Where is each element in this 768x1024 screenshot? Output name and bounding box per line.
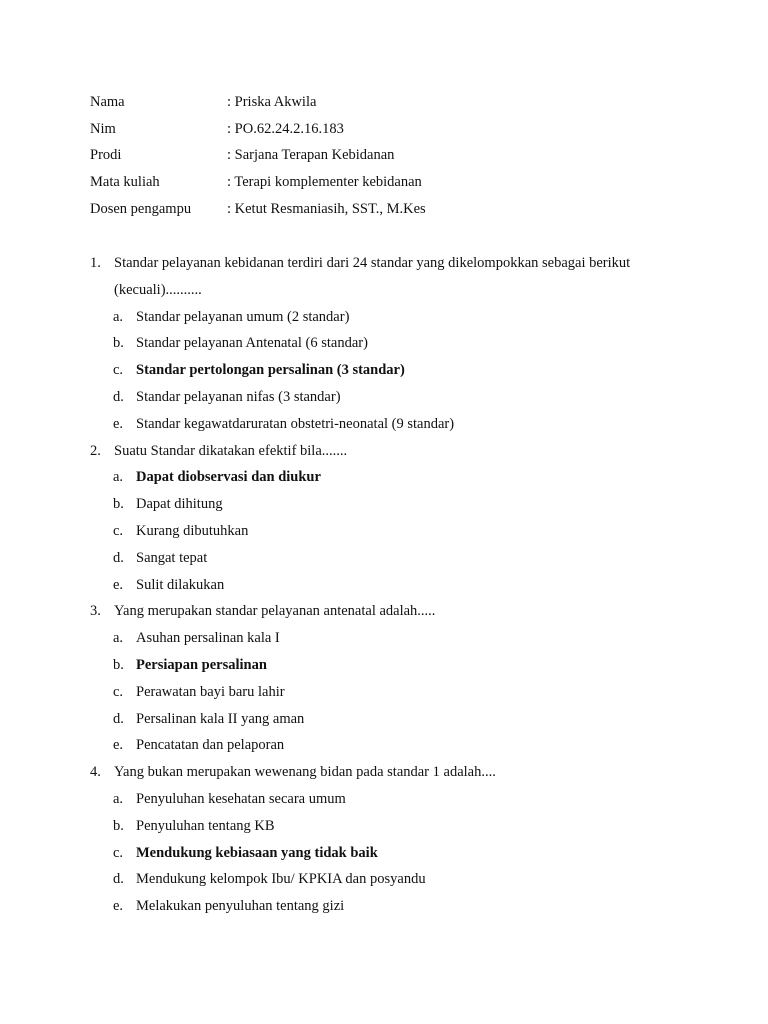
option-letter: d. <box>113 871 124 888</box>
info-value: : PO.62.24.2.16.183 <box>227 120 344 137</box>
info-label: Nama <box>90 94 125 110</box>
info-label: Mata kuliah <box>90 174 160 191</box>
question-list <box>90 252 690 922</box>
option-letter: a. <box>113 469 124 486</box>
option-letter: e. <box>113 898 124 915</box>
question-2 <box>90 440 690 601</box>
option-letter: b. <box>113 817 124 834</box>
question-stem <box>90 252 690 279</box>
question-3 <box>90 600 690 761</box>
info-row-lecturer <box>90 199 426 226</box>
question-number: 4. <box>90 764 101 781</box>
info-label: Dosen pengampu <box>90 200 192 217</box>
option-c <box>90 681 690 708</box>
option-letter: e. <box>113 576 124 593</box>
question-stem <box>90 761 690 788</box>
option-a <box>90 306 690 333</box>
option-b-answer <box>90 654 690 681</box>
option-text-answer: Mendukung kebiasaan yang tidak baik <box>136 844 378 861</box>
option-text: Dapat dihitung <box>136 496 223 513</box>
option-c-answer <box>90 842 690 869</box>
option-text-answer: Dapat diobservasi dan diukur <box>136 469 321 486</box>
option-text: Standar pelayanan nifas (3 standar) <box>136 388 341 405</box>
option-b <box>90 493 690 520</box>
question-text: Yang merupakan standar pelayanan antenatal adalah..... <box>114 603 436 620</box>
question-text: Suatu Standar dikatakan efektif bila....... <box>114 442 348 459</box>
question-number: 2. <box>90 442 101 459</box>
info-row-course <box>90 172 426 199</box>
option-letter: b. <box>113 335 124 352</box>
option-a <box>90 788 690 815</box>
info-row-nim <box>90 119 426 146</box>
info-label: Nim <box>90 120 116 137</box>
option-letter: a. <box>113 308 124 325</box>
option-e <box>90 574 690 601</box>
option-text: Penyuluhan tentang KB <box>136 817 275 834</box>
option-letter: d. <box>113 549 124 566</box>
option-letter: e. <box>113 415 124 432</box>
option-letter: d. <box>113 710 124 727</box>
option-e <box>90 413 690 440</box>
option-text: Asuhan persalinan kala I <box>136 630 280 647</box>
option-text: Penyuluhan kesehatan secara umum <box>136 790 346 807</box>
option-text: Sulit dilakukan <box>136 576 225 593</box>
question-4 <box>90 761 690 922</box>
option-text: Mendukung kelompok Ibu/ KPKIA dan posyandu <box>136 871 426 888</box>
option-letter: c. <box>113 844 124 861</box>
option-a-answer <box>90 466 690 493</box>
option-text-answer: Standar pertolongan persalinan (3 standar) <box>136 362 405 379</box>
option-a <box>90 627 690 654</box>
option-d <box>90 868 690 895</box>
option-letter: a. <box>113 790 124 807</box>
option-c-answer <box>90 359 690 386</box>
option-text: Kurang dibutuhkan <box>136 522 249 539</box>
option-text: Persalinan kala II yang aman <box>136 710 305 727</box>
option-b <box>90 815 690 842</box>
option-b <box>90 332 690 359</box>
option-text: Pencatatan dan pelaporan <box>136 737 285 754</box>
option-text: Sangat tepat <box>136 549 208 566</box>
option-letter: a. <box>113 630 124 647</box>
question-number: 3. <box>90 603 101 620</box>
option-letter: b. <box>113 656 124 673</box>
question-text: Yang bukan merupakan wewenang bidan pada standar 1 adalah.... <box>114 764 496 781</box>
option-text: Standar kegawatdaruratan obstetri-neonatal (9 standar) <box>136 415 455 432</box>
option-letter: c. <box>113 683 124 700</box>
info-label: Prodi <box>90 147 122 164</box>
student-info <box>90 92 426 225</box>
info-row-prodi <box>90 145 426 172</box>
question-stem <box>90 600 690 627</box>
question-text: Standar pelayanan kebidanan terdiri dari 24 standar yang dikelompokkan sebagai berikut <box>114 255 631 271</box>
option-letter: c. <box>113 522 124 539</box>
question-text-continued: (kecuali).......... <box>114 281 202 298</box>
option-d <box>90 708 690 735</box>
option-letter: e. <box>113 737 124 754</box>
option-letter: b. <box>113 496 124 513</box>
info-value: : Priska Akwila <box>227 94 317 110</box>
question-1 <box>90 252 690 440</box>
info-value: : Ketut Resmaniasih, SST., M.Kes <box>227 200 426 217</box>
option-letter: d. <box>113 388 124 405</box>
option-e <box>90 895 690 922</box>
option-text: Standar pelayanan Antenatal (6 standar) <box>136 335 368 352</box>
option-e <box>90 734 690 761</box>
info-value: : Terapi komplementer kebidanan <box>227 174 422 191</box>
option-d <box>90 547 690 574</box>
info-row-name <box>90 92 426 119</box>
option-text-answer: Persiapan persalinan <box>136 656 267 673</box>
option-text: Standar pelayanan umum (2 standar) <box>136 308 350 325</box>
question-number: 1. <box>90 255 101 271</box>
option-text: Melakukan penyuluhan tentang gizi <box>136 898 345 915</box>
question-stem <box>90 440 690 467</box>
option-d <box>90 386 690 413</box>
option-c <box>90 520 690 547</box>
option-letter: c. <box>113 362 124 379</box>
option-text: Perawatan bayi baru lahir <box>136 683 285 700</box>
info-value: : Sarjana Terapan Kebidanan <box>227 147 395 164</box>
